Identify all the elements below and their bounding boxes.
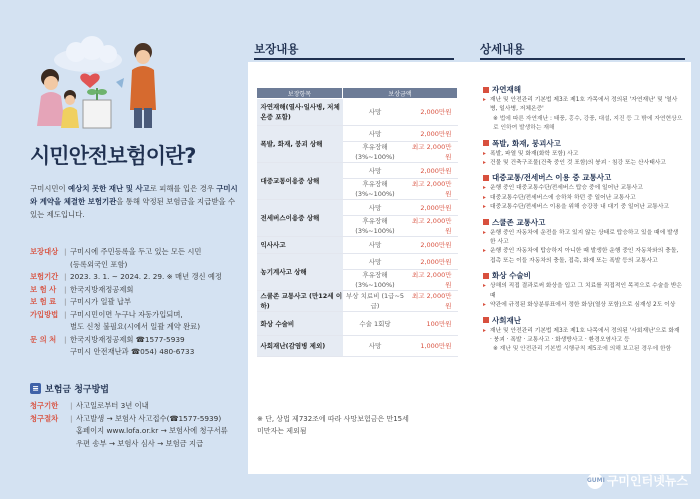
coverage-kind: 사망 — [343, 237, 408, 254]
coverage-kind: 사망 — [343, 254, 408, 270]
details-section-heading — [483, 217, 683, 228]
coverage-amount: 최고 2,000만원 — [408, 270, 458, 291]
coverage-item: 대중교통이용중 상해 — [257, 163, 343, 200]
arrow-bullet-icon: ▸ — [483, 160, 486, 167]
intro-paragraph: 구미시민이 예상치 못한 재난 및 사고로 피해를 입은 경우 구미시와 계약을 체결한 보험기관을 통해 약정된 보험금을 지급받을 수 있는 제도입니다. — [30, 184, 238, 219]
details-section — [483, 315, 683, 355]
coverage-amount: 1,000만원 — [408, 336, 458, 357]
coverage-amount: 2,000만원 — [408, 163, 458, 179]
details-section — [483, 84, 683, 134]
details-section — [483, 172, 683, 212]
coverage-amount: 2,000만원 — [408, 200, 458, 216]
info-row-period: 보험기간 | 2023. 3. 1. ~ 2024. 2. 29. ※ 매년 갱신 예정 — [30, 272, 222, 281]
details-item-text: 폭발, 파열 및 화재(화학 포함) 사고 — [490, 150, 579, 157]
coverage-divider — [254, 58, 454, 60]
square-bullet-icon — [483, 317, 489, 323]
details-item-text: 건물 및 건축구조물(건축 중인 것 포함)의 붕괴 · 침강 또는 산사태사고 — [490, 160, 666, 167]
details-item — [483, 247, 683, 266]
details-item-text: 운행 중인 자동차에 탑승하지 아니한 때 발생한 운행 중인 자동차와의 충돌, 접촉 또는 이들 자동차의 충돌, 접촉, 화재 또는 폭발 등의 교통사고 — [490, 248, 679, 264]
coverage-item: 화상 수술비 — [257, 312, 343, 336]
details-section-heading — [483, 84, 683, 95]
coverage-amount: 최고 2,000만원 — [408, 216, 458, 237]
details-item — [483, 229, 683, 248]
claim-info-list — [30, 400, 245, 450]
square-bullet-icon — [483, 87, 489, 93]
details-note: ※ 재난 및 안전관리 기본법 시행규칙 제5조에 의해 보고된 경우에 한함 — [493, 346, 672, 353]
coverage-row — [257, 163, 458, 179]
coverage-heading: 보장내용 — [254, 42, 299, 56]
brand-name: 구미인터넷뉴스 — [606, 474, 688, 488]
details-item-text: 재난 및 안전관리 기본법 제3조 제1호 가목에서 정의된 '자연재난' 및 '열사병, 일사병, 저체온증' — [490, 97, 678, 113]
insurance-info-list — [30, 246, 245, 359]
square-bullet-icon — [483, 175, 489, 181]
brand-logo-icon: GUMI — [587, 473, 603, 489]
arrow-bullet-icon: ▸ — [483, 185, 486, 192]
details-item-text: 대중교통수단/전세버스 이용을 위해 승강장 내 대기 중 일어난 교통사고 — [490, 204, 670, 211]
coverage-item: 사회재난(감염병 제외) — [257, 336, 343, 357]
arrow-bullet-icon: ▸ — [483, 283, 486, 290]
arrow-bullet-icon: ▸ — [483, 229, 486, 236]
coverage-kind: 사망 — [343, 126, 408, 142]
details-item — [483, 282, 683, 301]
details-divider — [480, 58, 685, 60]
document-icon: ≡ — [30, 383, 41, 394]
coverage-amount: 2,000만원 — [408, 254, 458, 270]
info-row-contact: 문 의 처 | 한국지방재정공제회 ☎1577-5939 구미시 안전재난과 ☎054) 480-6733 — [30, 334, 195, 356]
details-item — [483, 159, 683, 168]
details-item — [483, 150, 683, 159]
coverage-amount: 최고 2,000만원 — [408, 179, 458, 200]
details-heading: 상세내용 — [480, 42, 525, 56]
coverage-kind: 수술 1회당 — [343, 312, 408, 336]
family-umbrella-illustration — [28, 30, 178, 135]
details-section-title: 스쿨존 교통사고 — [492, 217, 546, 227]
claim-row-procedure: 청구절차 | 사고발생 → 보험사 사고접수(☎1577-5939) 홈페이지 www.lofa.or.kr → 보험사에 청구서류 우편 송부 → 보험사 심사 → 보험금 지급 — [30, 413, 228, 448]
coverage-row — [257, 336, 458, 357]
details-section — [483, 138, 683, 169]
coverage-item: 농기계사고 상해 — [257, 254, 343, 291]
coverage-row — [257, 291, 458, 312]
square-bullet-icon — [483, 140, 489, 146]
details-section — [483, 217, 683, 267]
details-section-heading — [483, 172, 683, 183]
coverage-kind: 사망 — [343, 99, 408, 126]
coverage-kind: 부상 치료비 (1급~5급) — [343, 291, 408, 312]
details-section — [483, 270, 683, 310]
details-item — [483, 96, 683, 115]
square-bullet-icon — [483, 219, 489, 225]
coverage-row — [257, 99, 458, 126]
coverage-row — [257, 312, 458, 336]
details-section-heading — [483, 315, 683, 326]
brand-watermark — [587, 472, 688, 489]
square-bullet-icon — [483, 273, 489, 279]
claim-method-heading: ≡ 보험금 청구방법 — [30, 382, 109, 395]
details-item — [483, 301, 683, 310]
coverage-kind: 후유장해 (3%~100%) — [343, 142, 408, 163]
details-section-title: 사회재난 — [492, 315, 521, 325]
coverage-item: 자연재해(열사·일사병, 저체온증 포함) — [257, 99, 343, 126]
details-item-text: 운행 중인 대중교통수단/전세버스 탑승 중에 일어난 교통사고 — [490, 185, 644, 192]
arrow-bullet-icon: ▸ — [483, 302, 486, 309]
coverage-row — [257, 126, 458, 142]
details-list — [483, 84, 683, 359]
claim-row-deadline: 청구기한 | 사고일로부터 3년 이내 — [30, 401, 149, 410]
details-section-title: 폭발, 화재, 붕괴사고 — [492, 138, 561, 148]
coverage-kind: 사망 — [343, 336, 408, 357]
details-item-text: 운행 중인 자동차에 운전을 하고 있지 않는 상태로 탑승하고 있을 때에 발생한 사고 — [490, 229, 679, 246]
details-section-heading — [483, 270, 683, 281]
details-item-text: 재난 및 안전관리 기본법 제3조 제1호 나목에서 정의된 '사회재난'으로 화재 · 붕괴 · 폭발 · 교통사고 · 화생방사고 · 환경오염사고 등 — [490, 327, 680, 343]
info-row-coverage-target: 보장대상 | 구미시에 주민등록을 두고 있는 모든 시민 (등록외국인 포함) — [30, 247, 202, 269]
details-item — [483, 184, 683, 193]
coverage-item: 스쿨존 교통사고 (만12세 이하) — [257, 291, 343, 312]
coverage-row — [257, 237, 458, 254]
details-section-title: 대중교통/전세버스 이용 중 교통사고 — [492, 173, 612, 183]
coverage-kind: 사망 — [343, 200, 408, 216]
left-panel — [0, 0, 245, 499]
coverage-amount: 최고 2,000만원 — [408, 142, 458, 163]
details-item-text: 상해의 직접 결과로써 화상을 입고 그 치료를 직접적인 목적으로 수술을 받은 때 — [490, 283, 683, 299]
coverage-kind: 후유장해 (3%~100%) — [343, 216, 408, 237]
coverage-item: 익사사고 — [257, 237, 343, 254]
coverage-item: 폭발, 화재, 붕괴 상해 — [257, 126, 343, 163]
arrow-bullet-icon: ▸ — [483, 97, 486, 103]
arrow-bullet-icon: ▸ — [483, 204, 486, 211]
details-section-heading — [483, 138, 683, 149]
coverage-kind: 후유장해 (3%~100%) — [343, 270, 408, 291]
coverage-amount: 2,000만원 — [408, 126, 458, 142]
details-item — [483, 327, 683, 346]
coverage-footnote: ※ 단, 상법 제732조에 따라 사망보험금은 만15세 미만자는 제외됨 — [257, 415, 409, 435]
details-section-title: 화상 수술비 — [492, 271, 531, 281]
info-row-premium: 보 험 료 | 구미시가 일괄 납부 — [30, 297, 132, 306]
details-item-text: 약관에 규정된 화상분류표에서 정한 화상(열상 포함)으로 심재성 2도 이상 — [490, 302, 676, 309]
coverage-item: 전세버스이용중 상해 — [257, 200, 343, 237]
details-item — [483, 203, 683, 212]
arrow-bullet-icon: ▸ — [483, 248, 486, 255]
details-item-text: 대중교통수단/전세버스에 승하차 하던 중 일어난 교통사고 — [490, 194, 636, 201]
coverage-row — [257, 200, 458, 216]
arrow-bullet-icon: ▸ — [483, 327, 486, 334]
coverage-kind: 사망 — [343, 163, 408, 179]
coverage-header-amount: 보상금액 — [343, 88, 458, 99]
coverage-header-item: 보장항목 — [257, 88, 343, 99]
page-title: 시민안전보험이란? — [30, 144, 196, 168]
info-row-insurer: 보 험 사 | 한국지방재정공제회 — [30, 284, 134, 294]
coverage-amount: 최고 2,000만원 — [408, 291, 458, 312]
coverage-row — [257, 254, 458, 270]
arrow-bullet-icon: ▸ — [483, 194, 486, 201]
coverage-amount: 100만원 — [408, 312, 458, 336]
coverage-kind: 후유장해 (3%~100%) — [343, 179, 408, 200]
details-item — [483, 194, 683, 203]
coverage-amount: 2,000만원 — [408, 99, 458, 126]
coverage-table — [256, 87, 458, 357]
details-section-title: 자연재해 — [492, 85, 521, 94]
coverage-amount: 2,000만원 — [408, 237, 458, 254]
arrow-bullet-icon: ▸ — [483, 150, 486, 157]
info-row-enrollment: 가입방법 | 구미시민이면 누구나 자동가입되며, 별도 신청 불필요(시에서 일괄 계약 완료) — [30, 309, 201, 331]
details-note: ※ 법에 따른 자연재난 : 태풍, 홍수, 강풍, 대설, 지진 등 그 밖에 자연현상으로 인하여 발생하는 재해 — [493, 115, 683, 132]
